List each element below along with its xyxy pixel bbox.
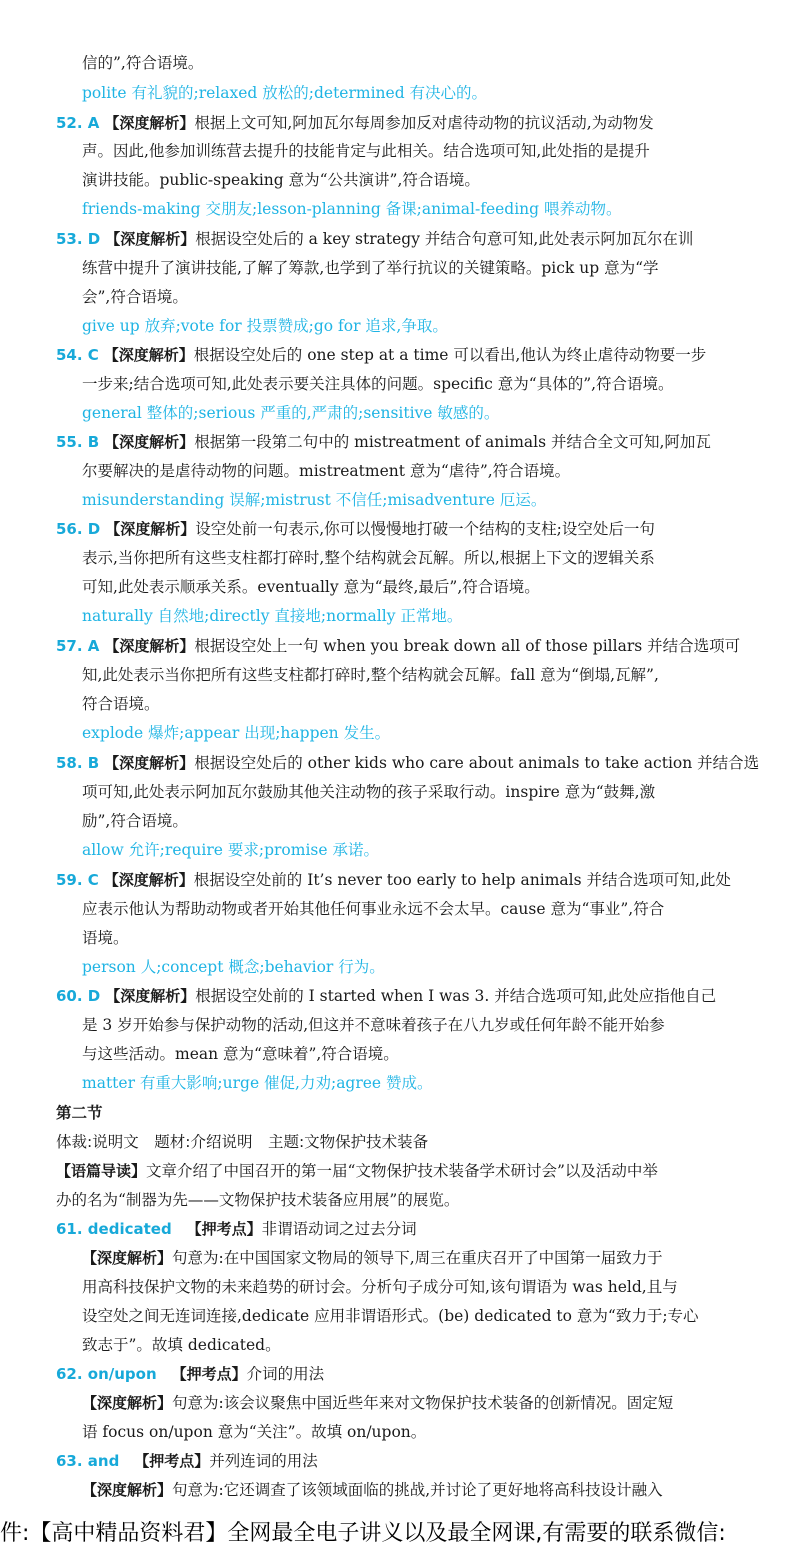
option-gloss: general 整体的;serious 严重的,严肃的;sensitive 敏感的。 bbox=[82, 404, 500, 422]
analysis-tag: 【深度解析】 bbox=[105, 987, 196, 1005]
question-number: 62. on/upon bbox=[56, 1365, 157, 1383]
text-line: 根据第一段第二句中的 mistreatment of animals 并结合全文可知,阿加瓦 bbox=[194, 433, 711, 451]
option-gloss: misunderstanding 误解;mistrust 不信任;misadventure 厄运。 bbox=[82, 491, 547, 509]
analysis-line bbox=[82, 1247, 663, 1269]
analysis-line bbox=[82, 1479, 663, 1501]
question-number: 60. D bbox=[56, 987, 101, 1005]
option-gloss: explode 爆炸;appear 出现;happen 发生。 bbox=[82, 724, 391, 742]
text-line: 致志于”。故填 dedicated。 bbox=[82, 1336, 281, 1354]
analysis-tag: 【深度解析】 bbox=[104, 114, 195, 132]
text-line: 表示,当你把所有这些支柱都打碎时,整个结构就会瓦解。所以,根据上下文的逻辑关系 bbox=[82, 549, 655, 567]
text-line: 会”,符合语境。 bbox=[82, 288, 188, 306]
question-59 bbox=[56, 869, 731, 891]
analysis-tag: 【深度解析】 bbox=[104, 637, 195, 655]
text-line: 励”,符合语境。 bbox=[82, 812, 188, 830]
text-line: 项可知,此处表示阿加瓦尔鼓励其他关注动物的孩子采取行动。inspire 意为“鼓舞,激 bbox=[82, 783, 656, 801]
footer-banner: 件:【高中精品资料君】全网最全电子讲义以及最全网课,有需要的联系微信: bbox=[0, 1521, 726, 1546]
section-heading: 第二节 bbox=[56, 1104, 103, 1122]
text-line: 语 focus on/upon 意为“关注”。故填 on/upon。 bbox=[82, 1423, 427, 1441]
question-number: 53. D bbox=[56, 230, 101, 248]
question-number: 59. C bbox=[56, 871, 99, 889]
option-gloss: allow 允许;require 要求;promise 承诺。 bbox=[82, 841, 379, 859]
text-line: 应表示他认为帮助动物或者开始其他任何事业永远不会太早。cause 意为“事业”,符合 bbox=[82, 900, 665, 918]
text-line: 与这些活动。mean 意为“意味着”,符合语境。 bbox=[82, 1045, 399, 1063]
text-line: 用高科技保护文物的未来趋势的研讨会。分析句子成分可知,该句谓语为 was held,且与 bbox=[82, 1278, 678, 1296]
text-line: 声。因此,他参加训练营去提升的技能肯定与此相关。结合选项可知,此处指的是提升 bbox=[82, 142, 650, 160]
exam-point-text: 非谓语动词之过去分词 bbox=[261, 1220, 417, 1238]
text-line: 文章介绍了中国召开的第一届“文物保护技术装备学术研讨会”以及活动中举 bbox=[146, 1162, 658, 1180]
analysis-tag: 【深度解析】 bbox=[104, 754, 195, 772]
exam-point-tag: 【押考点】 bbox=[171, 1365, 247, 1383]
question-61 bbox=[56, 1218, 417, 1240]
question-number: 52. A bbox=[56, 114, 100, 132]
analysis-tag: 【深度解析】 bbox=[103, 346, 194, 364]
text-line: 根据上文可知,阿加瓦尔每周参加反对虐待动物的抗议活动,为动物发 bbox=[194, 114, 654, 132]
question-number: 55. B bbox=[56, 433, 100, 451]
text-line: 可知,此处表示顺承关系。eventually 意为“最终,最后”,符合语境。 bbox=[82, 578, 540, 596]
guide-line bbox=[56, 1160, 658, 1182]
analysis-tag: 【深度解析】 bbox=[103, 871, 194, 889]
question-number: 58. B bbox=[56, 754, 100, 772]
text-line: 句意为:在中国国家文物局的领导下,周三在重庆召开了中国第一届致力于 bbox=[172, 1249, 663, 1267]
exam-point-tag: 【押考点】 bbox=[134, 1452, 210, 1470]
text-line: 是 3 岁开始参与保护动物的活动,但这并不意味着孩子在八九岁或任何年龄不能开始参 bbox=[82, 1016, 665, 1034]
question-62 bbox=[56, 1363, 324, 1385]
option-gloss: give up 放弃;vote for 投票赞成;go for 追求,争取。 bbox=[82, 317, 448, 335]
text-line: 设空处之间无连词连接,dedicate 应用非谓语形式。(be) dedicated to 意为“致力于;专心 bbox=[82, 1307, 699, 1325]
analysis-line bbox=[82, 1392, 673, 1414]
option-gloss: person 人;concept 概念;behavior 行为。 bbox=[82, 958, 385, 976]
question-55 bbox=[56, 431, 711, 453]
text-line: 练营中提升了演讲技能,了解了筹款,也学到了举行抗议的关键策略。pick up 意为“学 bbox=[82, 259, 659, 277]
question-53 bbox=[56, 228, 693, 250]
analysis-tag: 【深度解析】 bbox=[82, 1481, 173, 1499]
analysis-tag: 【深度解析】 bbox=[105, 230, 196, 248]
question-54 bbox=[56, 344, 706, 366]
exam-point-text: 并列连词的用法 bbox=[209, 1452, 318, 1470]
text-line: 语境。 bbox=[82, 929, 129, 947]
question-number: 61. dedicated bbox=[56, 1220, 172, 1238]
genre-line: 体裁:说明文 题材:介绍说明 主题:文物保护技术装备 bbox=[56, 1133, 429, 1151]
question-number: 63. and bbox=[56, 1452, 120, 1470]
text-line: 根据设空处后的 a key strategy 并结合句意可知,此处表示阿加瓦尔在训 bbox=[195, 230, 694, 248]
text-line: 根据设空处前的 I started when I was 3. 并结合选项可知,此处应指他自己 bbox=[195, 987, 717, 1005]
question-58 bbox=[56, 752, 759, 774]
exam-point-tag: 【押考点】 bbox=[186, 1220, 262, 1238]
analysis-tag: 【深度解析】 bbox=[105, 520, 196, 538]
text-line: 信的”,符合语境。 bbox=[82, 54, 204, 72]
text-line: 句意为:该会议聚焦中国近些年来对文物保护技术装备的创新情况。固定短 bbox=[172, 1394, 674, 1412]
question-number: 54. C bbox=[56, 346, 99, 364]
text-line: 根据设空处上一句 when you break down all of those pillars 并结合选项可 bbox=[194, 637, 741, 655]
guide-tag: 【语篇导读】 bbox=[56, 1162, 147, 1180]
analysis-tag: 【深度解析】 bbox=[82, 1249, 173, 1267]
text-line: 办的名为“制器为先——文物保护技术装备应用展”的展览。 bbox=[56, 1191, 460, 1209]
question-number: 57. A bbox=[56, 637, 100, 655]
text-line: 符合语境。 bbox=[82, 695, 160, 713]
option-gloss: naturally 自然地;directly 直接地;normally 正常地。 bbox=[82, 607, 463, 625]
exam-point-text: 介词的用法 bbox=[246, 1365, 325, 1383]
text-line: 根据设空处前的 It’s never too early to help animals 并结合选项可知,此处 bbox=[193, 871, 731, 889]
text-line: 一步来;结合选项可知,此处表示要关注具体的问题。specific 意为“具体的”,符合语境。 bbox=[82, 375, 674, 393]
option-gloss: polite 有礼貌的;relaxed 放松的;determined 有决心的。 bbox=[82, 84, 488, 102]
option-gloss: matter 有重大影响;urge 催促,力劝;agree 赞成。 bbox=[82, 1074, 433, 1092]
text-line: 演讲技能。public-speaking 意为“公共演讲”,符合语境。 bbox=[82, 171, 480, 189]
text-line: 根据设空处后的 other kids who care about animals to take action 并结合选 bbox=[194, 754, 760, 772]
text-line: 根据设空处后的 one step at a time 可以看出,他认为终止虐待动物要一步 bbox=[193, 346, 707, 364]
analysis-tag: 【深度解析】 bbox=[104, 433, 195, 451]
question-number: 56. D bbox=[56, 520, 101, 538]
question-63 bbox=[56, 1450, 318, 1472]
text-line: 句意为:它还调查了该领域面临的挑战,并讨论了更好地将高科技设计融入 bbox=[172, 1481, 663, 1499]
text-line: 知,此处表示当你把所有这些支柱都打碎时,整个结构就会瓦解。fall 意为“倒塌,瓦解”, bbox=[82, 666, 659, 684]
text-line: 尔要解决的是虐待动物的问题。mistreatment 意为“虐待”,符合语境。 bbox=[82, 462, 571, 480]
option-gloss: friends-making 交朋友;lesson-planning 备课;animal-feeding 喂养动物。 bbox=[82, 200, 622, 218]
question-57 bbox=[56, 635, 740, 657]
question-52 bbox=[56, 112, 654, 134]
question-56 bbox=[56, 518, 655, 540]
question-60 bbox=[56, 985, 716, 1007]
text-line: 设空处前一句表示,你可以慢慢地打破一个结构的支柱;设空处后一句 bbox=[195, 520, 655, 538]
analysis-tag: 【深度解析】 bbox=[82, 1394, 173, 1412]
